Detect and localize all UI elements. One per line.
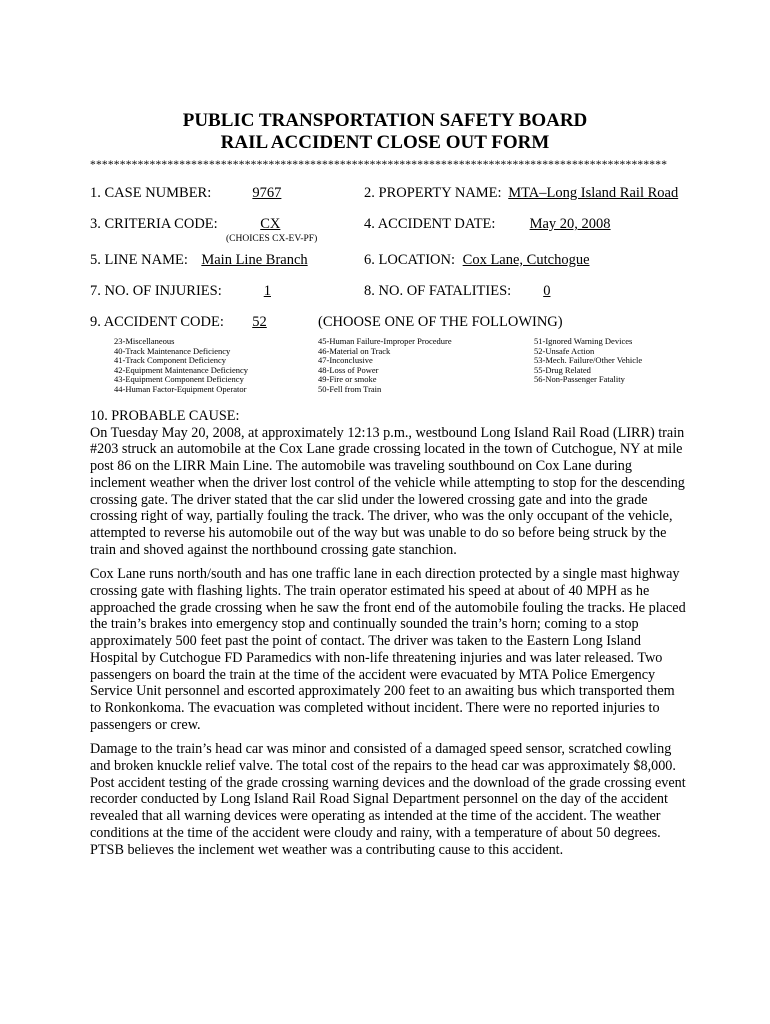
criteria-code-value: CX (260, 216, 281, 232)
injuries-value: 1 (263, 283, 271, 299)
injuries-field (90, 282, 303, 300)
code-item: 23-Miscellaneous (114, 336, 175, 346)
accident-date-label: 4. ACCIDENT DATE: (364, 216, 496, 232)
location-label: 6. LOCATION: (364, 252, 456, 268)
codes-column-1 (114, 337, 248, 395)
code-item: 50-Fell from Train (318, 383, 382, 394)
line-name-value: Main Line Branch (201, 252, 308, 268)
code-item: 42-Equipment Maintenance Deficiency (114, 364, 249, 375)
property-name-label: 2. PROPERTY NAME: (364, 185, 502, 201)
code-item: 48-Loss of Power (318, 364, 379, 375)
case-number-label: 1. CASE NUMBER: (90, 185, 212, 201)
accident-code-label: 9. ACCIDENT CODE: (90, 314, 224, 330)
codes-column-3 (534, 337, 642, 385)
probable-cause-section (90, 408, 688, 866)
accident-code-value: 52 (252, 314, 267, 330)
choose-instruction: (CHOOSE ONE OF THE FOLLOWING) (318, 314, 563, 330)
criteria-choices: (CHOICES CX-EV-PF) (226, 234, 318, 244)
property-name-value: MTA–Long Island Rail Road (508, 185, 679, 201)
fatalities-value: 0 (543, 283, 551, 299)
code-item: 55-Drug Related (534, 364, 591, 375)
code-item: 40-Track Maintenance Deficiency (114, 345, 231, 356)
location-field (364, 251, 590, 269)
case-number-value: 9767 (252, 185, 282, 201)
code-item: 49-Fire or smoke (318, 374, 377, 385)
probable-cause-paragraph-2: Cox Lane runs north/south and has one traffic lane in each direction protected by a single mast highway crossing gate with flashing lights. The train operator estimated his speed at about of 40 MPH as he approached the grade crossing when he saw the front end of the automobile fouling the tracks. He placed the train’s brakes into emergency stop and continually sounded the train’s horn; coming to a stop approximately 500 feet past the point of contact. The driver was taken to the Eastern Long Island Hospital by Cutchogue FD Paramedics with non-life threatening injuries and was later released. Two passengers on board the train at the time of the accident were evacuated by MTA Police Emergency Service Unit personnel and escorted approximately 200 feet to an awaiting bus which transported them to Ronkonkoma. The evacuation was completed without incident. There were no reported injuries to passengers or crew. (90, 566, 686, 733)
case-number-field (90, 184, 313, 202)
fatalities-field (364, 282, 573, 300)
code-item: 41-Track Component Deficiency (114, 355, 227, 366)
code-item: 56-Non-Passenger Fatality (534, 374, 625, 385)
code-item: 53-Mech. Failure/Other Vehicle (534, 355, 643, 366)
accident-date-value: May 20, 2008 (529, 216, 611, 232)
codes-column-2 (318, 337, 452, 395)
property-name-field (364, 184, 678, 202)
accident-date-field (364, 215, 635, 233)
location-value: Cox Lane, Cutchogue (462, 252, 590, 268)
code-item: 46-Material on Track (318, 345, 391, 356)
code-item: 52-Unsafe Action (534, 345, 595, 356)
code-item: 47-Inconclusive (318, 355, 373, 366)
code-item: 43-Equipment Component Deficiency (114, 374, 244, 385)
criteria-code-field (90, 215, 313, 233)
fatalities-label: 8. NO. OF FATALITIES: (364, 283, 512, 299)
code-item: 51-Ignored Warning Devices (534, 336, 633, 346)
code-item: 45-Human Failure-Improper Procedure (318, 336, 452, 346)
accident-code-field (90, 313, 286, 331)
probable-cause-heading: 10. PROBABLE CAUSE: (90, 408, 240, 424)
criteria-code-label: 3. CRITERIA CODE: (90, 216, 218, 232)
board-title: PUBLIC TRANSPORTATION SAFETY BOARD (182, 110, 588, 131)
probable-cause-paragraph-3: Damage to the train’s head car was minor and consisted of a damaged speed sensor, scratched cowling and broken knuckle relief valve. The total cost of the repairs to the head car was approximately $8,000. Post accident testing of the grade crossing warning devices and the download of the grade crossing event recorder conducted by Long Island Rail Road Signal Department personnel on the day of the accident revealed that all warning devices were operating as intended at the time of the accident. The weather conditions at the time of the accident were cloudy and rainy, with a temperature of about 50 degrees. PTSB believes the inclement wet weather was a contributing cause to this accident. (90, 741, 686, 858)
line-name-label: 5. LINE NAME: (90, 252, 188, 268)
separator-line: ************************************************************************************************* (90, 159, 668, 171)
form-title: RAIL ACCIDENT CLOSE OUT FORM (220, 132, 550, 153)
code-item: 44-Human Factor-Equipment Operator (114, 383, 247, 394)
injuries-label: 7. NO. OF INJURIES: (90, 283, 222, 299)
line-name-field (90, 251, 314, 269)
probable-cause-paragraph-1: On Tuesday May 20, 2008, at approximately 12:13 p.m., westbound Long Island Rail Road (LIRR) train #203 struck an automobile at the Cox Lane grade crossing located in the town of Cutchogue, NY at mile post 86 on the LIRR Main Line. The automobile was traveling southbound on Cox Lane during inclement weather when the driver lost control of the vehicle while attempting to stop for the descending crossing gate. The driver stated that the car slid under the lowered crossing gate and into the grade crossing right of way, partially fouling the track. The driver, who was the only occupant of the vehicle, attempted to reverse his automobile out of the way but was unable to do so before being struck by the train and shoved against the northbound crossing gate stanchion. (90, 424, 685, 558)
